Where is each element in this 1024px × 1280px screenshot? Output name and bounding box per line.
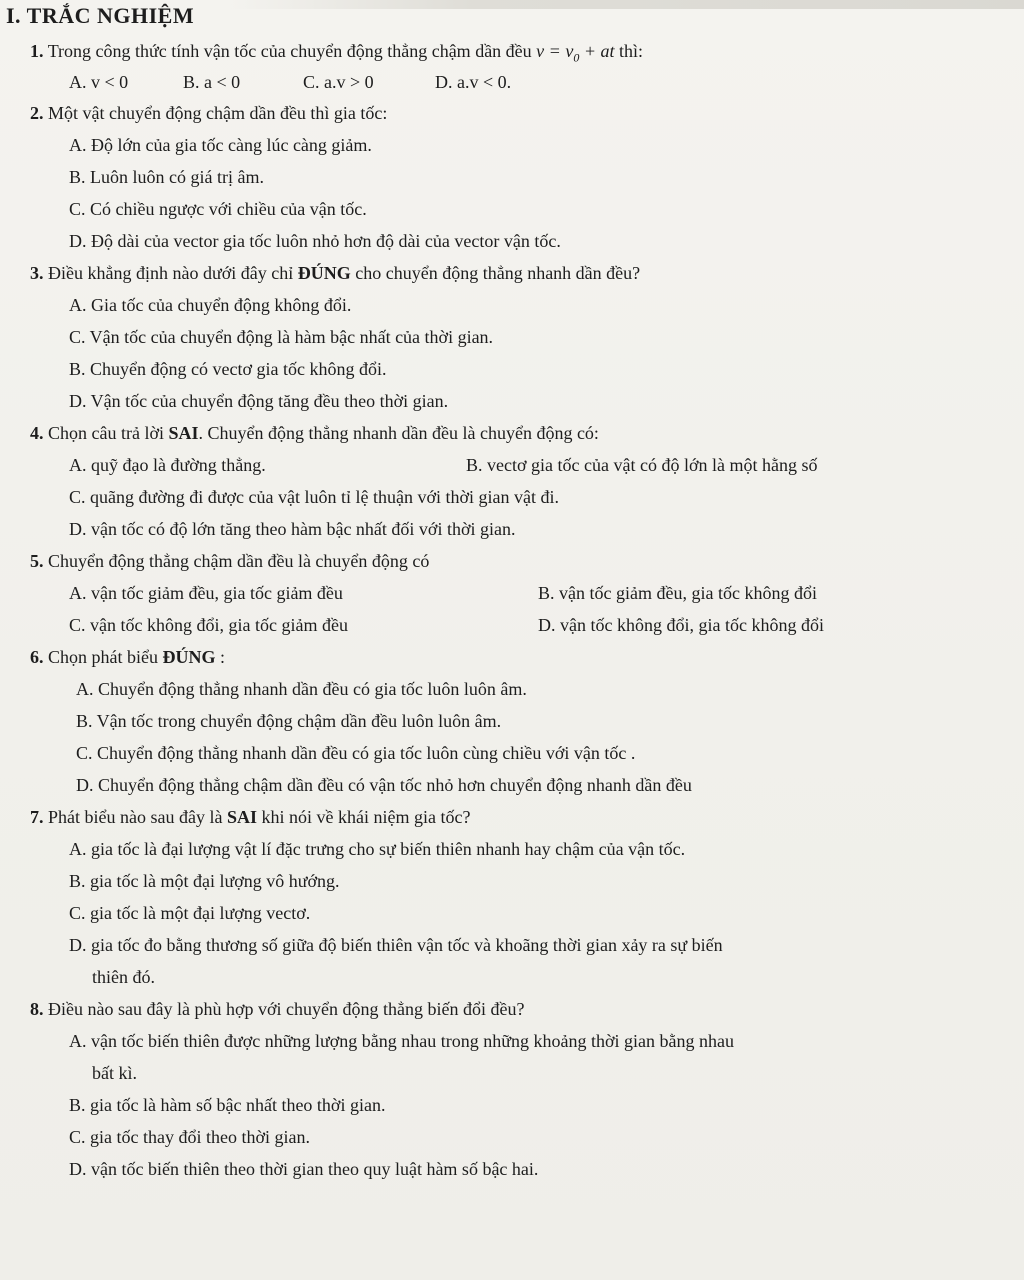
q5-option-b: B. vận tốc giảm đều, gia tốc không đổi xyxy=(538,583,817,603)
q8-option-a: A. vận tốc biến thiên được những lượng bằng nhau trong những khoảng thời gian bằng nhau xyxy=(69,1031,734,1051)
q1-option-a: A. v < 0 xyxy=(69,72,129,92)
q7-option-d: D. gia tốc đo bằng thương số giữa độ biến thiên vận tốc và khoãng thời gian xảy ra sự biến xyxy=(69,935,723,955)
q4-option-d: D. vận tốc có độ lớn tăng theo hàm bậc nhất đối với thời gian. xyxy=(69,519,516,539)
question-5: 5. Chuyển động thẳng chậm dần đều là chuyển động có xyxy=(30,551,430,571)
q8-option-d: D. vận tốc biến thiên theo thời gian theo quy luật hàm số bậc hai. xyxy=(69,1159,539,1179)
q3-option-b: B. Chuyển động có vectơ gia tốc không đổi. xyxy=(69,359,387,379)
q7-option-a: A. gia tốc là đại lượng vật lí đặc trưng cho sự biến thiên nhanh hay chậm của vận tốc. xyxy=(69,839,686,859)
q3-option-a: A. Gia tốc của chuyển động không đổi. xyxy=(69,295,352,315)
q6-option-a: A. Chuyển động thẳng nhanh dần đều có gia tốc luôn luôn âm. xyxy=(76,679,527,699)
q3-option-c: C. Vận tốc của chuyển động là hàm bậc nhất của thời gian. xyxy=(69,327,494,347)
q4-option-b: B. vectơ gia tốc của vật có độ lớn là một hằng số xyxy=(466,455,818,475)
q5-option-d: D. vận tốc không đổi, gia tốc không đổi xyxy=(538,615,824,635)
question-1: 1. Trong công thức tính vận tốc của chuyển động thẳng chậm dần đều $v = v_0$ + at thì: xyxy=(30,41,644,65)
q1-option-c: C. a.v > 0 xyxy=(303,72,374,92)
q1-option-b: B. a < 0 xyxy=(183,72,241,92)
q6-option-d: D. Chuyển động thẳng chậm dần đều có vận tốc nhỏ hơn chuyển động nhanh dần đều xyxy=(76,775,692,795)
question-2: 2. Một vật chuyển động chậm dần đều thì gia tốc: xyxy=(30,103,388,123)
q4-option-a: A. quỹ đạo là đường thẳng. xyxy=(69,455,266,475)
q2-option-b: B. Luôn luôn có giá trị âm. xyxy=(69,167,264,187)
q5-option-c: C. vận tốc không đổi, gia tốc giảm đều xyxy=(69,615,348,635)
q6-option-c: C. Chuyển động thẳng nhanh dần đều có gia tốc luôn cùng chiều với vận tốc . xyxy=(76,743,636,763)
question-6: 6. Chọn phát biểu ĐÚNG : xyxy=(30,647,226,667)
q6-option-b: B. Vận tốc trong chuyển động chậm dần đều luôn luôn âm. xyxy=(76,711,502,731)
q5-option-a: A. vận tốc giảm đều, gia tốc giảm đều xyxy=(69,583,343,603)
q8-option-b: B. gia tốc là hàm số bậc nhất theo thời gian. xyxy=(69,1095,386,1115)
question-4: 4. Chọn câu trả lời SAI. Chuyển động thẳng nhanh dần đều là chuyển động có: xyxy=(30,423,599,443)
question-8: 8. Điều nào sau đây là phù hợp với chuyển động thẳng biến đổi đều? xyxy=(30,999,525,1019)
q7-option-d-continued: thiên đó. xyxy=(92,967,155,987)
q7-option-c: C. gia tốc là một đại lượng vectơ. xyxy=(69,903,311,923)
q2-option-c: C. Có chiều ngược với chiều của vận tốc. xyxy=(69,199,367,219)
question-3: 3. Điều khẳng định nào dưới đây chỉ ĐÚNG cho chuyển động thẳng nhanh dần đều? xyxy=(30,263,641,283)
q7-option-b: B. gia tốc là một đại lượng vô hướng. xyxy=(69,871,340,891)
q8-option-c: C. gia tốc thay đổi theo thời gian. xyxy=(69,1127,310,1147)
velocity-formula: $v = v_0$ + at xyxy=(536,41,615,65)
scan-shadow-strip xyxy=(230,0,1024,9)
question-7: 7. Phát biểu nào sau đây là SAI khi nói về khái niệm gia tốc? xyxy=(30,807,471,827)
section-title: I. TRẮC NGHIỆM xyxy=(6,3,195,28)
q4-option-c: C. quãng đường đi được của vật luôn tỉ lệ thuận với thời gian vật đi. xyxy=(69,487,560,507)
q3-option-d: D. Vận tốc của chuyển động tăng đều theo thời gian. xyxy=(69,391,449,411)
q2-option-d: D. Độ dài của vector gia tốc luôn nhỏ hơn độ dài của vector vận tốc. xyxy=(69,231,561,251)
q2-option-a: A. Độ lớn của gia tốc càng lúc càng giảm. xyxy=(69,135,372,155)
q8-option-a-continued: bất kì. xyxy=(92,1063,137,1083)
q1-option-d: D. a.v < 0. xyxy=(435,72,512,92)
